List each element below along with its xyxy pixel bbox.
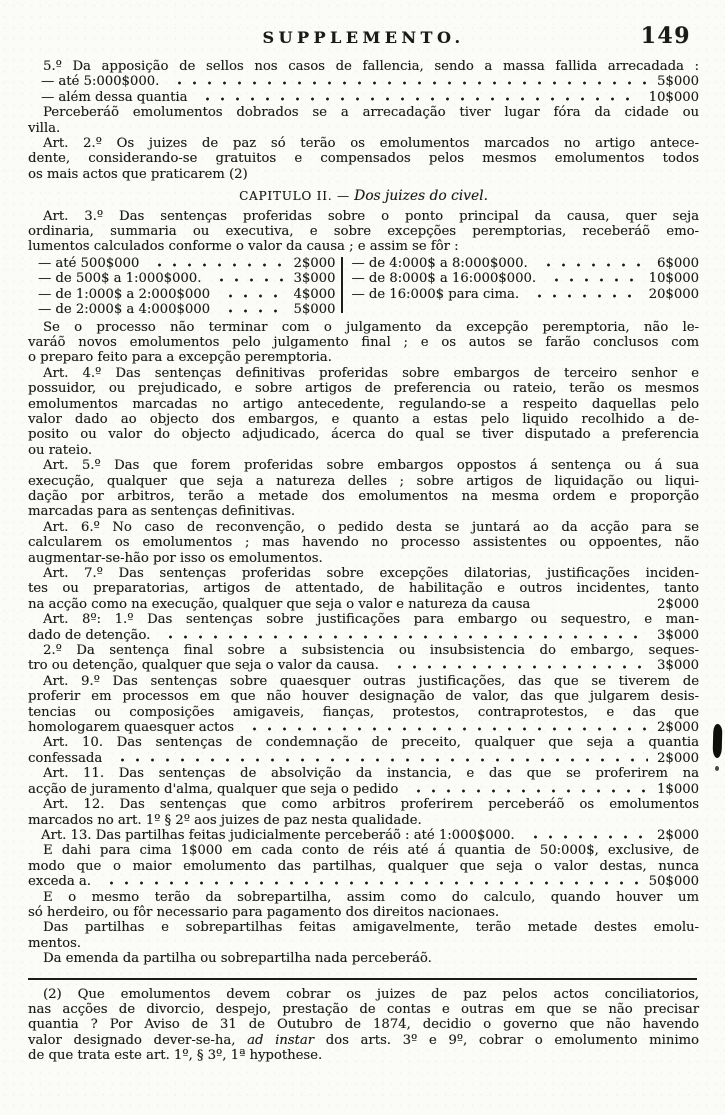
text-line: dação por arbitros, terão a metade dos emolumentos na mesma ordem e proporção (28, 488, 699, 504)
text-line: E dahi para cima 1$000 em cada conto de réis até á quantia de 50:000$, exclusive, de (43, 843, 699, 859)
fee-amount: 3$000 (657, 658, 699, 674)
text-line: valor dado ao objecto dos embargos, e quanto a estas pelo liquido recolhido a de- (28, 411, 699, 427)
chapter-heading (28, 187, 699, 204)
fee-line (28, 782, 699, 797)
dot-leader (212, 271, 284, 282)
italic-phrase: ad instar (247, 1032, 315, 1048)
text-line: Perceberáõ emolumentos dobrados se a arrecadação tiver lugar fóra da cidade ou (43, 105, 699, 121)
fee-table-right-column (345, 256, 699, 302)
text-line: proferir em processos em que não houver designação de valor, das que julgarem desis- (28, 689, 699, 705)
fee-line (38, 302, 335, 317)
footnote-line: de que trata este art. 1º, § 3º, 1ª hypothese. (28, 1048, 323, 1064)
dot-leader (113, 751, 648, 762)
text-line: execução, qualquer que seja a natureza delles ; sobre artigos de liquidação ou liqui- (28, 473, 699, 489)
column-divider (341, 257, 343, 313)
text-line: modo que o maior emolumento das partilhas, qualquer que seja o valor destas, nunca (28, 858, 699, 874)
text-line: ou rateio. (28, 442, 93, 458)
text-line: augmentar-se-hão por isso os emolumentos. (28, 550, 323, 566)
text-line: posito ou valor do objecto adjudicado, ácerca do qual se tiver disputado a preferencia (28, 427, 699, 443)
fee-description: acção de juramento d'alma, qualquer que seja o pedido (28, 781, 399, 797)
text-line: Art. 4.º Das sentenças definitivas proferidas sobre embargos de terceiro senhor e (43, 365, 699, 381)
text-line: Art. 9.º Das sentenças sobre quaesquer outras justificações, das que se tiverem de (43, 673, 699, 689)
fee-description: — até 5:000$000. (41, 74, 160, 90)
dot-leader (198, 90, 639, 101)
fee-description: — de 2:000$ a 4:000$000 (38, 302, 211, 318)
text-line: tes ou preparatorias, artigos de attentado, de habilitação e outros incidentes, tanto (28, 581, 699, 597)
dot-leader (221, 287, 284, 298)
text-line: Art. 3.º Das sentenças proferidas sobre o ponto principal da causa, quer seja (43, 208, 699, 224)
footnote-rule (28, 978, 697, 980)
text-line: Art. 11. Das sentenças de absolvição da instancia, e das que se proferirem na (43, 766, 699, 782)
fee-description: dado de detenção. (28, 627, 151, 643)
footnote-line: quantia ? Por Aviso de 31 de Outubro de 1874, decidio o governo que não havendo (28, 1017, 699, 1033)
footnote-line (28, 1033, 699, 1048)
text-line: dente, considerando-se gratuitos e compensados pelos mesmos emolumentos todos (28, 151, 699, 167)
fee-line (28, 658, 699, 673)
fee-line (38, 271, 335, 286)
fee-amount: 50$000 (648, 874, 699, 890)
text-line: tencias ou composições amigaveis, fianças, protestos, contraprotestos, e das que (28, 704, 699, 720)
text-line: 2.º Da sentença final sobre a subsistencia ou insubsistencia do embargo, seques- (43, 643, 699, 659)
dot-leader (161, 628, 648, 639)
dot-leader (526, 828, 648, 839)
fee-line (28, 628, 699, 643)
text-line: só herdeiro, ou fôr necessario para pagamento dos direitos nacionaes. (28, 904, 500, 920)
fee-description: — de 16:000$ para cima. (351, 286, 520, 302)
fee-description: — até 500$000 (38, 255, 140, 271)
text-line: marcados no art. 1º § 2º aos juizes de paz nesta qualidade. (28, 812, 422, 828)
footnote-line: (2) Que emolumentos devem cobrar os juizes de paz pelos actos conciliatorios, (43, 986, 699, 1002)
text-line: E o mesmo terão da sobrepartilha, assim como do calculo, quando houver um (43, 889, 699, 905)
fee-amount: 4$000 (293, 286, 336, 302)
chapter-label: CAPITULO II. — (239, 189, 350, 204)
fee-description: na acção como na execução, qualquer que seja o valor e natureza da causa (28, 596, 531, 612)
dot-leader (547, 271, 640, 282)
dot-leader (530, 287, 640, 298)
fee-amount: 2$000 (657, 827, 699, 843)
text-line: Art. 7.º Das sentenças proferidas sobre excepções dilatorias, justificações inciden- (43, 566, 699, 581)
page-title: SUPPLEMENTO. (262, 28, 465, 47)
text-line: Art. 10. Das sentenças de condemnação de preceito, qualquer que seja a quantia (43, 735, 699, 751)
fee-description: — de 8:000$ a 16:000$000. (351, 271, 537, 287)
text-line: Art. 6.º No caso de reconvenção, o pedido desta se juntará ao da acção para se (43, 519, 699, 535)
fee-amount: 2$000 (657, 750, 699, 766)
fee-description: — de 500$ a 1:000$000. (38, 271, 202, 287)
text-line: Se o processo não terminar com o julgamento da excepção peremptoria, não le- (43, 319, 699, 335)
text-line: emolumentos marcadas no artigo antecedente, regulando-se a respeito daquellas pelo (28, 396, 699, 412)
fee-amount: 5$000 (657, 74, 699, 90)
chapter-title: Dos juizes do civel. (349, 188, 488, 205)
text-line: Art. 5.º Das que forem proferidas sobre embargos oppostos á sentença ou á sua (43, 458, 699, 474)
text-column (28, 59, 699, 1064)
dot-leader (245, 720, 648, 731)
fee-description: confessada (28, 750, 103, 766)
fee-description: homologarem quaesquer actos (28, 720, 235, 736)
page-number: 149 (640, 23, 691, 49)
dot-leader (409, 782, 648, 793)
text-line: calcularem os emolumentos ; mas havendo no processo assistentes ou oppoentes, não (28, 535, 699, 551)
fee-line (28, 828, 699, 843)
fee-description: — além dessa quantia (41, 89, 188, 105)
dot-leader (150, 256, 284, 267)
fee-amount: 10$000 (648, 271, 699, 287)
fee-line (351, 271, 699, 286)
fee-amount: 6$000 (657, 255, 699, 271)
fee-amount: 2$000 (657, 720, 699, 736)
fee-amount: 2$000 (657, 596, 699, 612)
fee-description: tro ou detenção, qualquer que seja o valor da causa. (28, 658, 379, 674)
fee-line (351, 287, 699, 302)
text-line: Art. 8º: 1.º Das sentenças sobre justificações para embargo ou sequestro, e man- (43, 612, 699, 628)
text-line: Art. 2.º Os juizes de paz só terão os emolumentos marcados no artigo antece- (43, 136, 699, 152)
fee-line (38, 256, 335, 271)
dot-leader (390, 658, 648, 669)
fee-description: — de 1:000$ a 2:000$000 (38, 286, 211, 302)
fee-line (28, 874, 699, 889)
text-line: possuidor, ou prejudicado, e sobre artigos de preferencia ou rateio, terão os mesmos (28, 381, 699, 397)
text-line: ordinaria, summaria ou executiva, e sobre excepções peremptorias, receberáõ emo- (28, 224, 699, 240)
ink-smudge-artifact (713, 724, 723, 758)
ink-dot-artifact (715, 766, 719, 771)
fee-line (28, 74, 699, 89)
page-header (28, 24, 699, 51)
text-segment: valor designado dever-se-ha, (28, 1032, 248, 1048)
text-line: villa. (28, 120, 61, 136)
text-line: varáõ novos emolumentos pelo julgamento final ; e os autos se farão conclusos com (28, 334, 699, 350)
dot-leader (102, 874, 640, 885)
fee-line (28, 90, 699, 105)
text-line: Da emenda da partilha ou sobrepartilha nada perceberáõ. (43, 951, 432, 967)
text-line: o preparo feito para a excepção peremptoria. (28, 350, 332, 366)
fee-line (28, 720, 699, 735)
text-line: mentos. (28, 935, 82, 951)
fee-amount: 3$000 (293, 271, 336, 287)
dot-leader (170, 74, 648, 85)
fee-line (28, 751, 699, 766)
fee-amount: 10$000 (648, 89, 699, 105)
text-line: marcadas para as sentenças definitivas. (28, 504, 296, 520)
text-line: lumentos calculados conforme o valor da causa ; e assim se fôr : (28, 239, 459, 255)
fee-line (351, 256, 699, 271)
text-line: Das partilhas e sobrepartilhas feitas amigavelmente, terão metade destes emolu- (43, 920, 699, 936)
text-line: Art. 12. Das sentenças que como arbitros proferirem perceberáõ os emolumentos (43, 797, 699, 813)
fee-line (38, 287, 335, 302)
fee-amount: 2$000 (293, 255, 336, 271)
footnote-line: nas acções de divorcio, despejo, prestação de contas e outras em que se não precisar (28, 1001, 699, 1017)
dot-leader (221, 302, 284, 313)
fee-description: — de 4:000$ a 8:000$000. (351, 255, 528, 271)
dot-leader (539, 256, 648, 267)
fee-table (28, 256, 699, 318)
text-line: os mais actos que praticarem (2) (28, 166, 248, 182)
fee-amount: 20$000 (648, 286, 699, 302)
text-segment: dos arts. 3º e 9º, cobrar o emolumento minimo (314, 1032, 699, 1048)
fee-amount: 3$000 (657, 627, 699, 643)
fee-description: Art. 13. Das partilhas feitas judicialmente perceberáõ : até 1:000$000. (41, 827, 515, 843)
fee-amount: 5$000 (293, 302, 336, 318)
fee-amount: 1$000 (657, 781, 699, 797)
fee-table-left-column (38, 256, 335, 318)
fee-line (28, 597, 699, 612)
fee-description: exceda a. (28, 874, 91, 890)
text-line: 5.º Da apposição de sellos nos casos de fallencia, sendo a massa fallida arrecadada : (43, 59, 699, 74)
